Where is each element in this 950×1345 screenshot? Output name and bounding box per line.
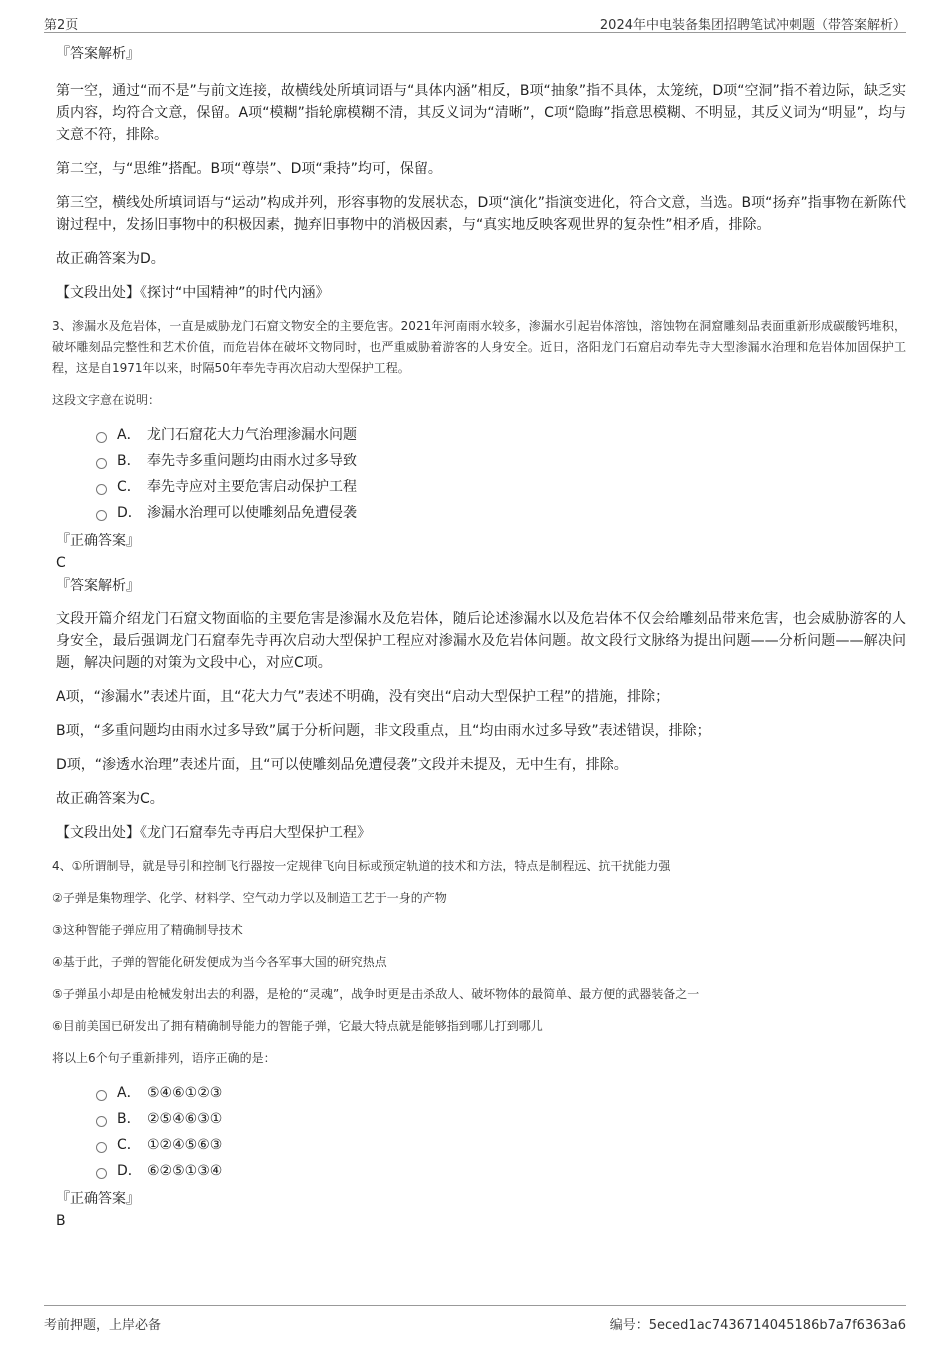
question-prompt: 将以上6个句子重新排列，语序正确的是： <box>52 1051 276 1065</box>
question-sentence: ④基于此，子弹的智能化研发便成为当今各军事大国的研究热点 <box>52 955 387 969</box>
page-content <box>52 44 906 1234</box>
source-citation: 【文段出处】《龙门石窟奉先寺再启大型保护工程》 <box>56 825 371 841</box>
document-id: 编号：5eced1ac7436714045186b7a7f6363a6 <box>609 1318 906 1333</box>
option-c[interactable]: C． ①②④⑤⑥③ <box>96 1132 906 1158</box>
radio-icon[interactable] <box>96 1090 107 1101</box>
radio-icon[interactable] <box>96 458 107 469</box>
question-sentence: ⑤子弹虽小却是由枪械发射出去的利器，是枪的“灵魂”，战争时更是击杀敌人、破坏物体的最简单、最方便的武器装备之一 <box>52 987 700 1001</box>
option-d[interactable]: D． ⑥②⑤①③④ <box>96 1158 906 1184</box>
radio-icon[interactable] <box>96 1168 107 1179</box>
option-a[interactable]: A． 龙门石窟花大力气治理渗漏水问题 <box>96 422 906 448</box>
document-title: 2024年中电装备集团招聘笔试冲刺题（带答案解析） <box>599 18 906 33</box>
analysis-paragraph: A项，“渗漏水”表述片面，且“花大力气”表述不明确，没有突出“启动大型保护工程”的措施，排除； <box>56 689 670 705</box>
option-list <box>96 1080 906 1184</box>
radio-icon[interactable] <box>96 484 107 495</box>
question-prompt: 这段文字意在说明： <box>52 393 161 407</box>
correct-answer: C <box>56 555 66 571</box>
option-a[interactable]: A． ⑤④⑥①②③ <box>96 1080 906 1106</box>
option-b[interactable]: B． 奉先寺多重问题均由雨水过多导致 <box>96 448 906 474</box>
question-stem: 3、渗漏水及危岩体，一直是威胁龙门石窟文物安全的主要危害。2021年河南雨水较多，渗漏水引起岩体溶蚀，溶蚀物在洞窟雕刻品表面重新形成碳酸钙堆积，破坏雕刻品完整性和艺术价值，而危岩体在破坏文物同时，也严重威胁着游客的人身安全。近日，洛阳龙门石窟启动奉先寺大型渗漏水治理和危岩体加固保护工程，这是自1971年以来，时隔50年奉先寺再次启动大型保护工程。 <box>52 319 906 375</box>
correct-answer-label: 『正确答案』 <box>56 1191 140 1207</box>
radio-icon[interactable] <box>96 1142 107 1153</box>
question-sentence: ②子弹是集物理学、化学、材料学、空气动力学以及制造工艺于一身的产物 <box>52 891 447 905</box>
question-sentence: ③这种智能子弹应用了精确制导技术 <box>52 923 243 937</box>
analysis-conclusion: 故正确答案为C。 <box>56 791 164 807</box>
footer-slogan: 考前押题，上岸必备 <box>44 1318 162 1333</box>
analysis-paragraph: 第二空，与“思维”搭配。B项“尊崇”、D项“秉持”均可，保留。 <box>56 161 442 177</box>
analysis-paragraph: 第三空，横线处所填词语与“运动”构成并列，形容事物的发展状态，D项“演化”指演变进化，符合文意，当选。B项“扬弃”指事物在新陈代谢过程中，发扬旧事物中的积极因素，抛弃旧事物中的消极因素，与“真实地反映客观世界的复杂性”相矛盾，排除。 <box>56 195 906 233</box>
analysis-paragraph: D项，“渗透水治理”表述片面，且“可以使雕刻品免遭侵袭”文段并未提及，无中生有，排除。 <box>56 757 628 773</box>
radio-icon[interactable] <box>96 432 107 443</box>
question-sentence: 4、①所谓制导，就是导引和控制飞行器按一定规律飞向目标或预定轨道的技术和方法，特点是制程远、抗干扰能力强 <box>52 859 671 873</box>
radio-icon[interactable] <box>96 510 107 521</box>
analysis-conclusion: 故正确答案为D。 <box>56 251 165 267</box>
source-citation: 【文段出处】《探讨“中国精神”的时代内涵》 <box>56 285 330 301</box>
analysis-paragraph: 文段开篇介绍龙门石窟文物面临的主要危害是渗漏水及危岩体，随后论述渗漏水以及危岩体不仅会给雕刻品带来危害，也会威胁游客的人身安全，最后强调龙门石窟奉先寺再次启动大型保护工程应对渗漏水及危岩体问题。故文段行文脉络为提出问题——分析问题——解决问题，解决问题的对策为文段中心，对应C项。 <box>56 611 906 671</box>
analysis-paragraph: B项，“多重问题均由雨水过多导致”属于分析问题，非文段重点，且“均由雨水过多导致”表述错误，排除； <box>56 723 711 739</box>
option-c[interactable]: C． 奉先寺应对主要危害启动保护工程 <box>96 474 906 500</box>
analysis-label: 『答案解析』 <box>56 578 140 594</box>
radio-icon[interactable] <box>96 1116 107 1127</box>
option-list <box>96 422 906 526</box>
page-footer <box>44 1305 906 1336</box>
option-b[interactable]: B． ②⑤④⑥③① <box>96 1106 906 1132</box>
analysis-label: 『答案解析』 <box>56 46 140 62</box>
page-number: 第2页 <box>44 18 79 33</box>
correct-answer-label: 『正确答案』 <box>56 533 140 549</box>
analysis-paragraph: 第一空，通过“而不是”与前文连接，故横线处所填词语与“具体内涵”相反，B项“抽象”指不具体，太笼统，D项“空洞”指不着边际，缺乏实质内容，均符合文意，保留。A项“模糊”指轮廓模糊不清，其反义词为“清晰”，C项“隐晦”指意思模糊、不明显，其反义词为“明显”，均与文意不符，排除。 <box>56 83 906 143</box>
correct-answer: B <box>56 1213 66 1229</box>
question-sentence: ⑥目前美国已研发出了拥有精确制导能力的智能子弹，它最大特点就是能够指到哪儿打到哪儿 <box>52 1019 543 1033</box>
option-d[interactable]: D． 渗漏水治理可以使雕刻品免遭侵袭 <box>96 500 906 526</box>
page-header <box>44 12 906 33</box>
